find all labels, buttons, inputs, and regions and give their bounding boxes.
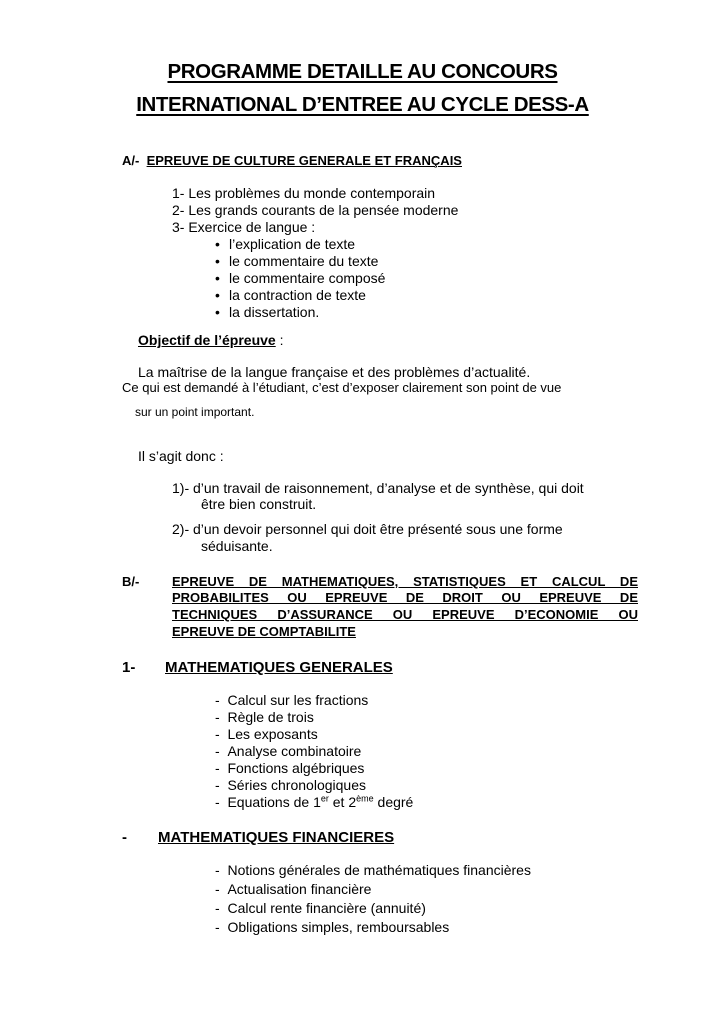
bullet-item: • la dissertation. (215, 304, 319, 320)
section-b-heading-line-3: TECHNIQUES D’ASSURANCE OU EPREUVE D’ECONOMIE OU (172, 607, 638, 622)
list-item: 2- Les grands courants de la pensée moderne (172, 202, 459, 218)
point-2-line-1: 2)- d’un devoir personnel qui doit être présenté sous une forme (172, 521, 563, 537)
bullet-item: • le commentaire du texte (215, 253, 378, 269)
section-b-heading-line-2: PROBABILITES OU EPREUVE DE DROIT OU EPREUVE DE (172, 590, 638, 605)
list-item: - Règle de trois (215, 709, 314, 725)
math-generales-heading: MATHEMATIQUES GENERALES (165, 659, 393, 676)
list-item: - Les exposants (215, 726, 318, 742)
math-financieres-number: - (122, 829, 127, 846)
list-item: - Séries chronologiques (215, 777, 366, 793)
objectif-label: Objectif de l’épreuve (138, 332, 276, 348)
section-b-heading-line-1: EPREUVE DE MATHEMATIQUES, STATISTIQUES ET CALCUL DE (172, 574, 638, 589)
point-2-line-2: séduisante. (201, 538, 273, 554)
list-item: - Obligations simples, remboursables (215, 919, 450, 935)
list-item: - Calcul sur les fractions (215, 692, 369, 708)
list-item: 1- Les problèmes du monde contemporain (172, 185, 436, 201)
objectif-text: La maîtrise de la langue française et des problèmes d’actualité. (138, 364, 531, 380)
title-line-2: INTERNATIONAL D’ENTREE AU CYCLE DESS-A (136, 93, 589, 116)
list-item: - Notions générales de mathématiques financières (215, 862, 531, 878)
bullet-item: • l’explication de texte (215, 236, 355, 252)
list-item: 3- Exercice de langue : (172, 219, 316, 235)
bullet-item: • le commentaire composé (215, 270, 385, 286)
objectif-heading: Objectif de l’épreuve : (138, 332, 284, 348)
list-item: - Calcul rente financière (annuité) (215, 900, 426, 916)
point-1-line-1: 1)- d’un travail de raisonnement, d’analyse et de synthèse, qui doit (172, 480, 584, 496)
list-item-equations: - Equations de 1er et 2ème degré (215, 793, 414, 810)
agit-text: Il s’agit donc : (138, 448, 224, 464)
section-a-title: EPREUVE DE CULTURE GENERALE ET FRANÇAIS (146, 153, 462, 168)
list-item: - Fonctions algébriques (215, 760, 365, 776)
demande-line-1: Ce qui est demandé à l’étudiant, c’est d’exposer clairement son point de vue (122, 380, 562, 395)
title-line-1: PROGRAMME DETAILLE AU CONCOURS (167, 60, 558, 83)
section-b-label: B/- (122, 574, 140, 589)
math-financieres-heading: MATHEMATIQUES FINANCIERES (158, 829, 395, 846)
section-a-label: A/- (122, 153, 140, 168)
bullet-item: • la contraction de texte (215, 287, 366, 303)
demande-line-2: sur un point important. (135, 405, 255, 419)
point-1-line-2: être bien construit. (201, 496, 317, 512)
section-a-heading (122, 153, 462, 168)
list-item: - Actualisation financière (215, 881, 372, 897)
section-b-heading-line-4: EPREUVE DE COMPTABILITE (172, 624, 356, 639)
list-item: - Analyse combinatoire (215, 743, 362, 759)
math-generales-number: 1- (122, 659, 136, 676)
